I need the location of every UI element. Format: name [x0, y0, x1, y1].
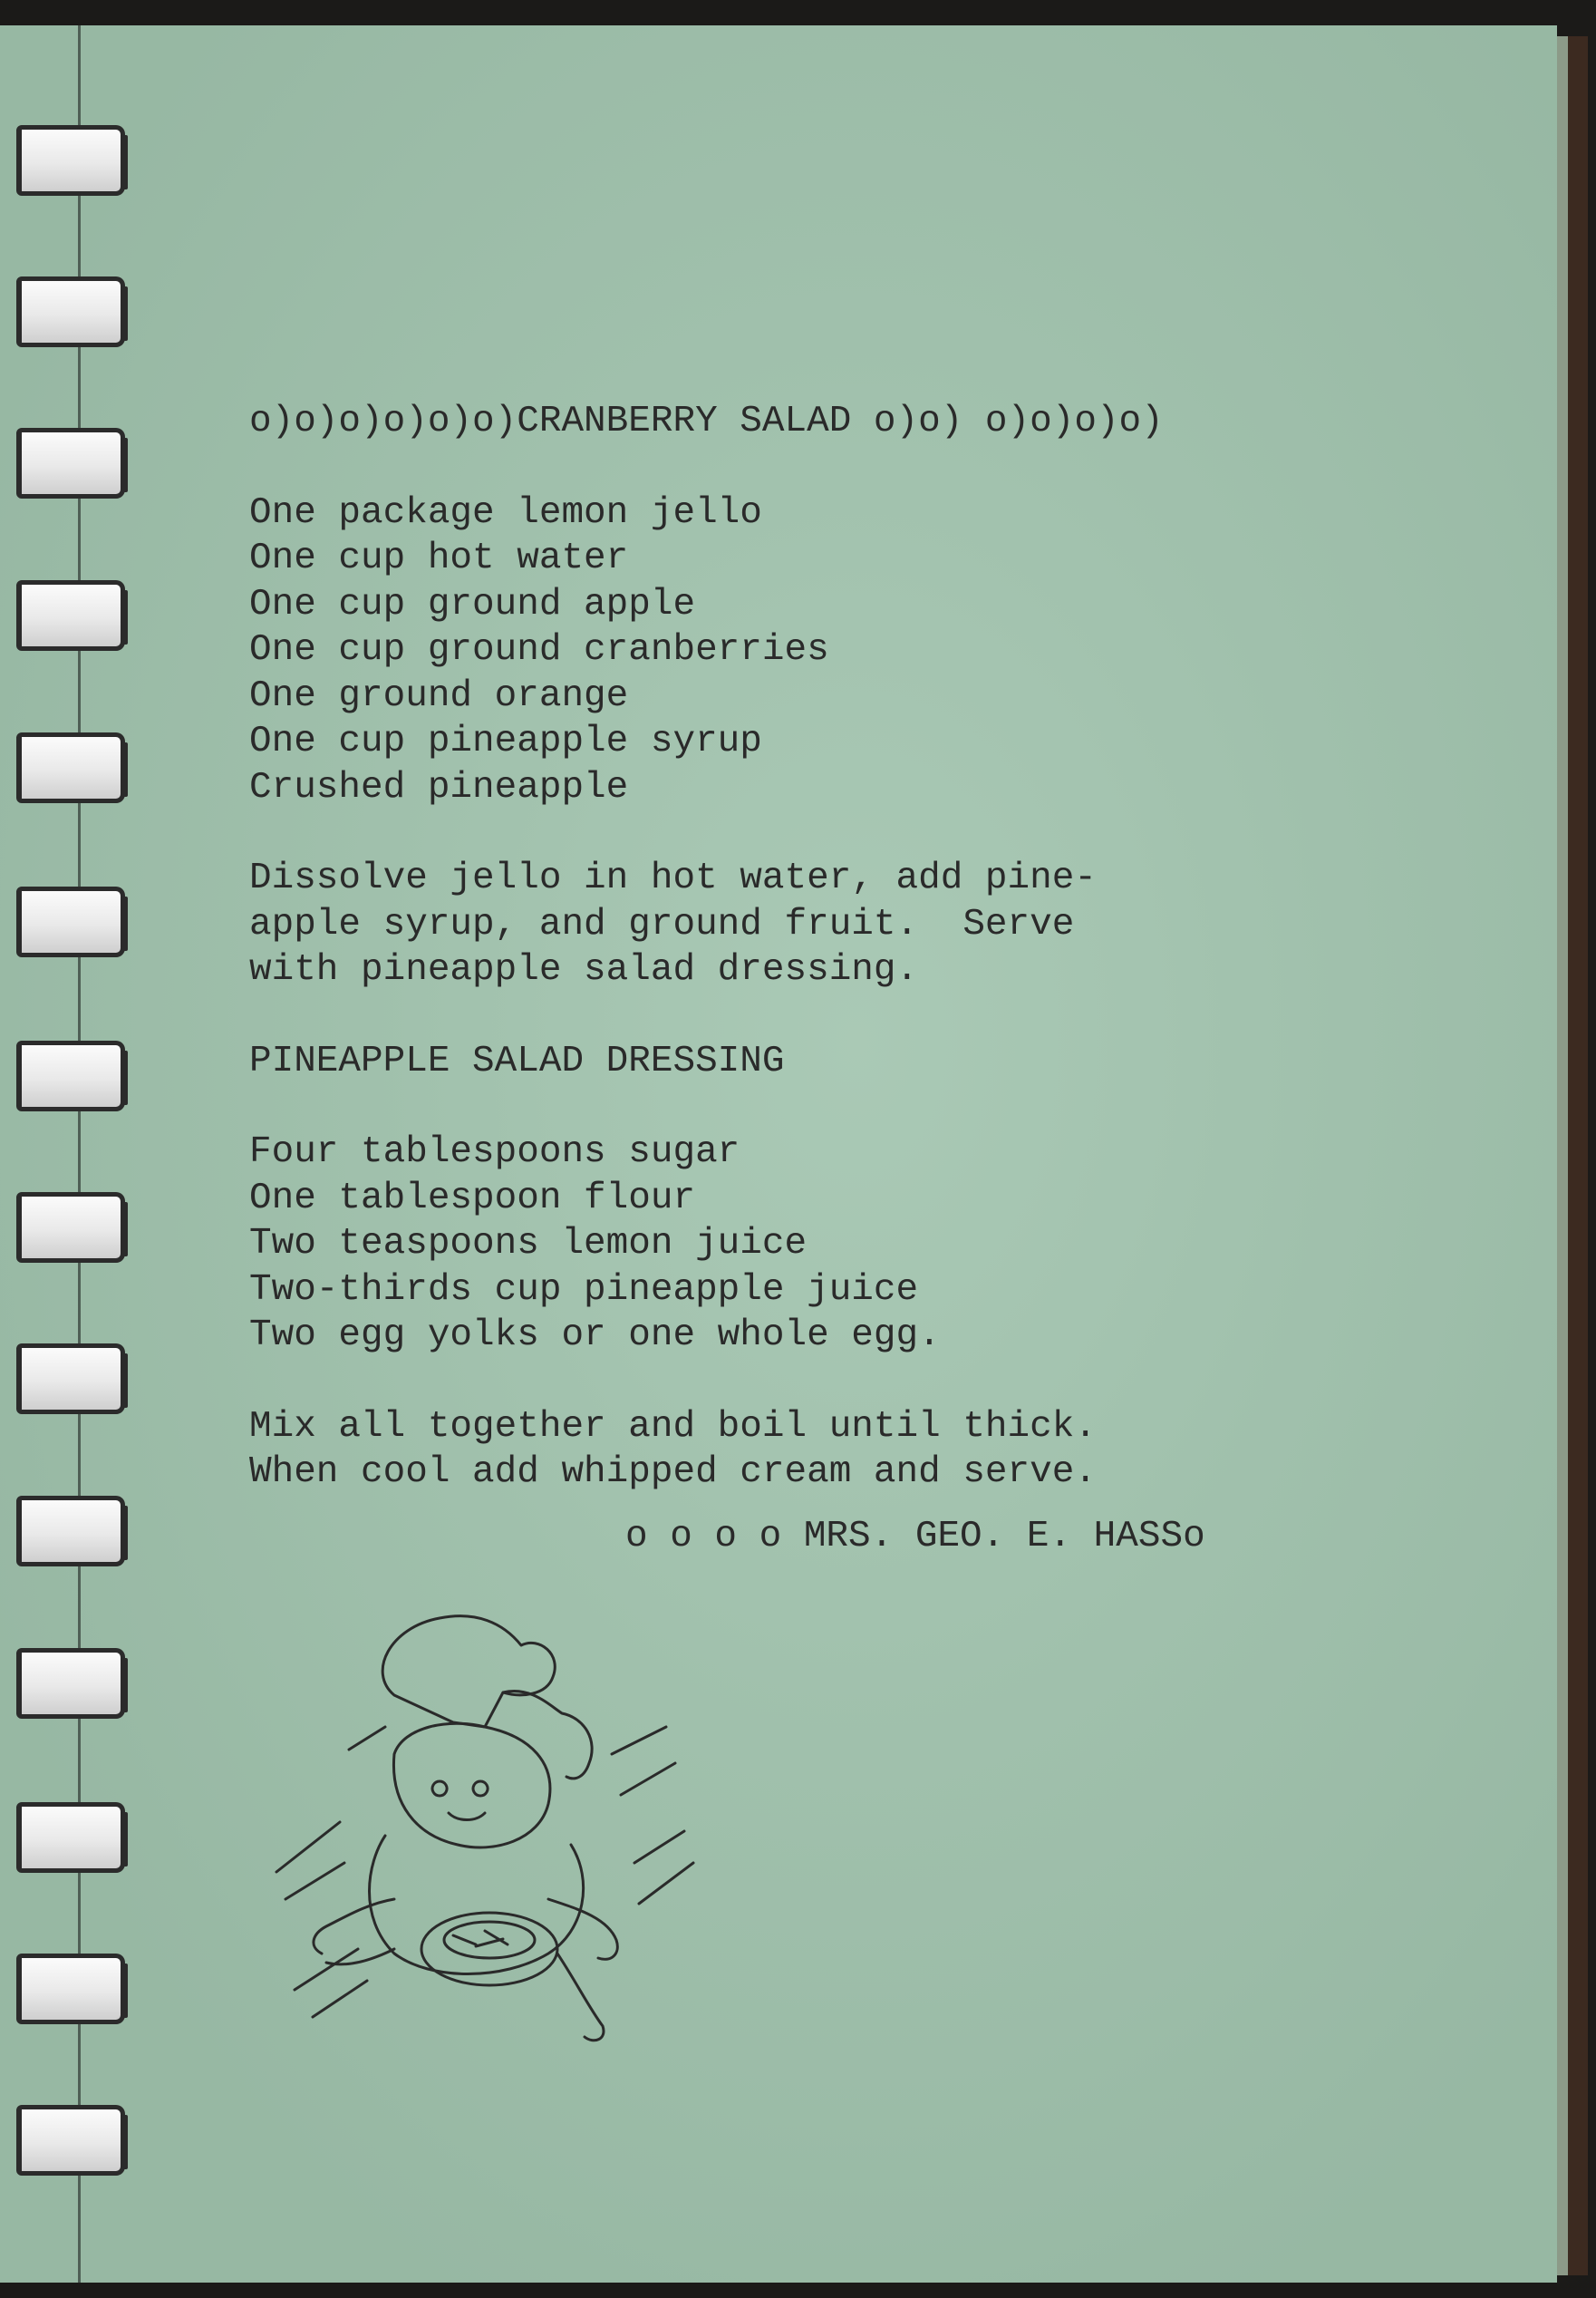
binding-ring	[16, 1954, 125, 2024]
binding-ring	[16, 1041, 125, 1111]
ingredient-item: One tablespoon flour	[249, 1177, 696, 1219]
ingredient-item: Two teaspoons lemon juice	[249, 1223, 808, 1265]
chef-head	[393, 1723, 549, 1847]
ingredient-item: One cup ground apple	[249, 583, 696, 625]
binding-ring	[16, 1802, 125, 1873]
chef-eye	[432, 1781, 447, 1796]
binding-ring	[16, 1648, 125, 1719]
recipe-text	[249, 399, 1337, 1559]
book-cover-edge	[1568, 36, 1588, 2275]
binding-ring	[16, 276, 125, 347]
chef-body	[370, 1836, 584, 1974]
ingredient-item: One cup ground cranberries	[249, 629, 829, 671]
chef-hair	[503, 1692, 592, 1779]
bowl-contents	[444, 1922, 535, 1958]
ingredient-item: Two egg yolks or one whole egg.	[249, 1314, 941, 1356]
ingredient-item: Four tablespoons sugar	[249, 1131, 740, 1173]
instruction-line: When cool add whipped cream and serve.	[249, 1451, 1097, 1493]
chef-illustration	[258, 1591, 766, 2080]
instruction-line: apple syrup, and ground fruit. Serve	[249, 903, 1075, 945]
dressing-title: PINEAPPLE SALAD DRESSING	[249, 1040, 785, 1082]
ingredient-item: Two-thirds cup pineapple juice	[249, 1268, 919, 1311]
binding-ring	[16, 125, 125, 196]
mixing-bowl	[421, 1913, 557, 1985]
dressing-instructions	[249, 1404, 1337, 1496]
binding-ring	[16, 887, 125, 957]
ingredient-item: One cup hot water	[249, 538, 629, 579]
ingredient-item: Crushed pineapple	[249, 766, 629, 809]
chef-arm	[314, 1899, 394, 1954]
binding-ring	[16, 1343, 125, 1414]
binding-ring	[16, 732, 125, 803]
instruction-line: with pineapple salad dressing.	[249, 949, 919, 991]
binding-ring	[16, 428, 125, 499]
page-edge	[1557, 36, 1568, 2275]
instruction-line: Dissolve jello in hot water, add pine-	[249, 858, 1097, 899]
binding-ring	[16, 1192, 125, 1263]
binding-fold	[78, 25, 81, 2283]
ingredient-item: One package lemon jello	[249, 491, 762, 534]
binding-ring	[16, 580, 125, 651]
recipe-title: o)o)o)o)o)o)CRANBERRY SALAD o)o) o)o)o)o)	[249, 401, 1164, 442]
chef-hat	[382, 1616, 555, 1727]
chef-mouth	[449, 1813, 485, 1820]
recipe-credit: o o o o MRS. GEO. E. HASSo	[625, 1515, 1205, 1557]
recipe-instructions	[249, 856, 1337, 994]
ingredient-item: One cup pineapple syrup	[249, 721, 762, 762]
ingredient-list	[249, 490, 1337, 811]
instruction-line: Mix all together and boil until thick.	[249, 1405, 1097, 1448]
ingredient-item: One ground orange	[249, 674, 629, 717]
dressing-ingredient-list	[249, 1130, 1337, 1359]
binding-ring	[16, 1496, 125, 1566]
chef-eye	[473, 1781, 488, 1796]
chef-leg	[557, 1954, 604, 2041]
binding-ring	[16, 2105, 125, 2176]
